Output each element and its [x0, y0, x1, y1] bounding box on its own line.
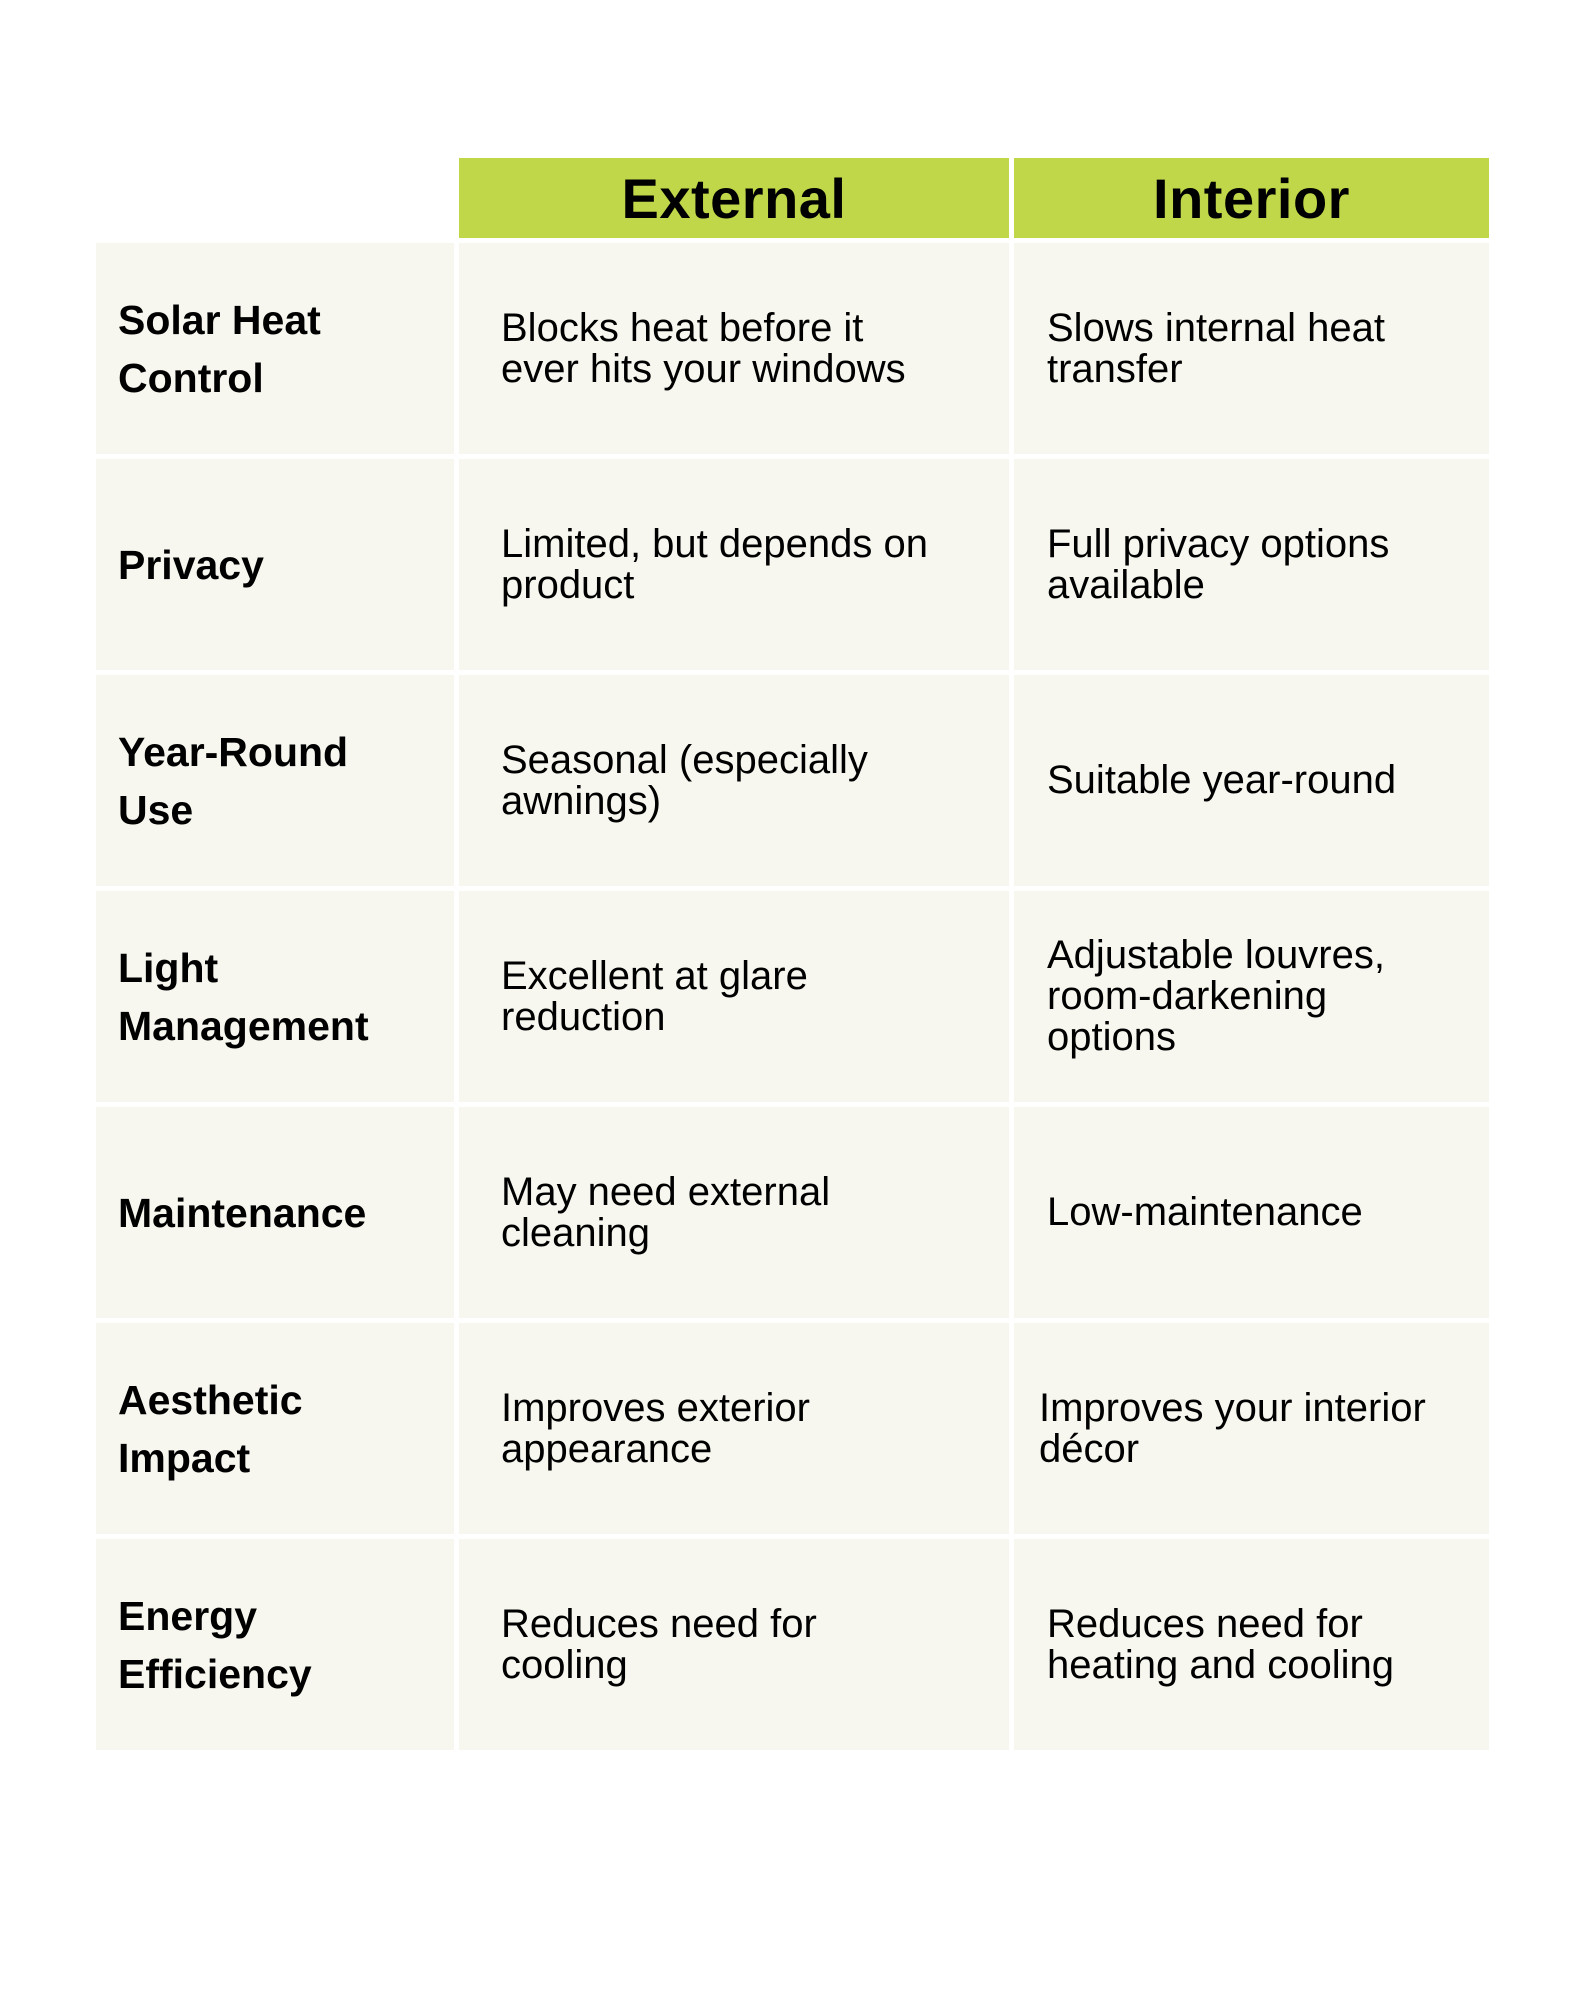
cell-interior-maintenance: Low-maintenance [1014, 1107, 1489, 1318]
row-label-light-management: Light Management [96, 891, 454, 1102]
comparison-table [96, 158, 1487, 1750]
cell-external-year-round-use: Seasonal (especially awnings) [459, 675, 1009, 886]
row-label-maintenance: Maintenance [96, 1107, 454, 1318]
column-header-external: External [459, 158, 1009, 238]
column-header-interior: Interior [1014, 158, 1489, 238]
row-label-energy-efficiency: Energy Efficiency [96, 1539, 454, 1750]
cell-external-maintenance: May need external cleaning [459, 1107, 1009, 1318]
cell-external-privacy: Limited, but depends on product [459, 459, 1009, 670]
row-label-year-round-use: Year-Round Use [96, 675, 454, 886]
cell-external-energy-efficiency: Reduces need for cooling [459, 1539, 1009, 1750]
row-label-solar-heat-control: Solar Heat Control [96, 243, 454, 454]
cell-interior-privacy: Full privacy options available [1014, 459, 1489, 670]
cell-interior-year-round-use: Suitable year-round [1014, 675, 1489, 886]
cell-interior-solar-heat-control: Slows internal heat transfer [1014, 243, 1489, 454]
cell-interior-energy-efficiency: Reduces need for heating and cooling [1014, 1539, 1489, 1750]
cell-external-solar-heat-control: Blocks heat before it ever hits your windows [459, 243, 1009, 454]
cell-interior-light-management: Adjustable louvres, room-darkening options [1014, 891, 1489, 1102]
row-label-aesthetic-impact: Aesthetic Impact [96, 1323, 454, 1534]
header-corner-blank [96, 158, 454, 238]
cell-external-light-management: Excellent at glare reduction [459, 891, 1009, 1102]
row-label-privacy: Privacy [96, 459, 454, 670]
cell-external-aesthetic-impact: Improves exterior appearance [459, 1323, 1009, 1534]
cell-interior-aesthetic-impact: Improves your interior décor [1014, 1323, 1489, 1534]
